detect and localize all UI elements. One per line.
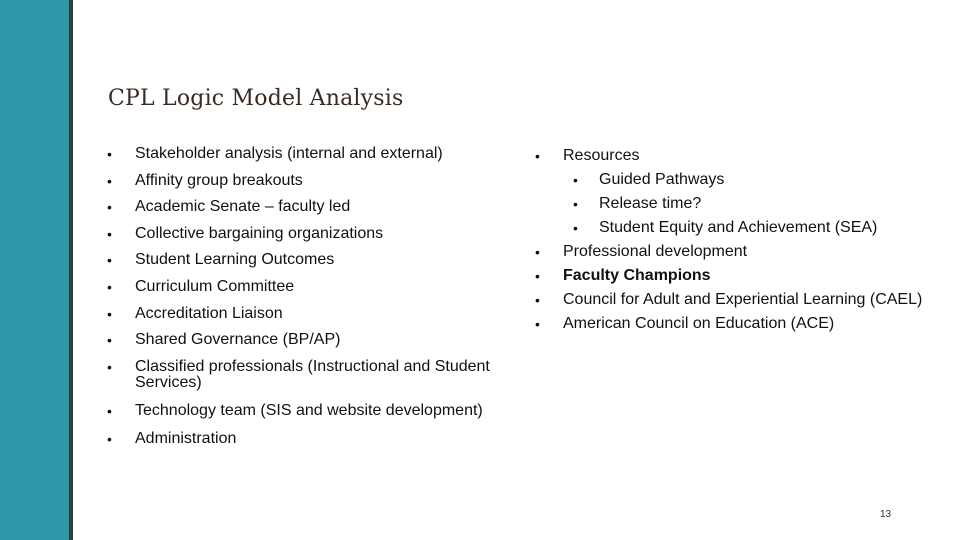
list-item-resources: • Resources: [535, 147, 640, 164]
bullet-icon: •: [107, 146, 112, 162]
sidebar-accent-bar: [0, 0, 69, 540]
list-item: • Academic Senate – faculty led: [107, 198, 351, 216]
bullet-icon: •: [535, 292, 540, 308]
sidebar-edge-line: [69, 0, 73, 540]
bullet-icon: •: [107, 172, 112, 189]
bullet-icon: •: [573, 220, 578, 236]
sub-list-item: • Release time?: [573, 195, 702, 212]
list-item: • Professional development: [535, 243, 748, 260]
list-item: • Student Learning Outcomes: [107, 251, 335, 269]
list-item: • Shared Governance (BP/AP): [107, 331, 341, 349]
bullet-icon: •: [107, 225, 112, 242]
bullet-icon: •: [107, 430, 112, 447]
bullet-icon: •: [573, 196, 578, 212]
list-item: • American Council on Education (ACE): [535, 315, 835, 332]
bullet-icon: •: [107, 358, 112, 375]
bullet-icon: •: [535, 316, 540, 332]
bullet-icon: •: [535, 268, 540, 284]
right-bullet-list: [535, 148, 935, 340]
bullet-icon: •: [107, 199, 112, 216]
bullet-icon: •: [107, 305, 112, 322]
list-item: • Classified professionals (Instructional and Student Services): [107, 357, 490, 391]
list-item: • Technology team (SIS and website development): [107, 401, 483, 419]
bullet-icon: •: [107, 402, 112, 419]
list-item: • Faculty Champions: [535, 267, 711, 284]
bullet-icon: •: [573, 172, 578, 188]
page-number: 13: [880, 509, 892, 520]
list-item: • Accreditation Liaison: [107, 304, 283, 322]
list-item: • Affinity group breakouts: [107, 171, 303, 189]
list-item: • Curriculum Committee: [107, 277, 295, 295]
list-item: • Stakeholder analysis (internal and external): [107, 145, 443, 162]
bullet-icon: •: [107, 278, 112, 295]
sub-list-item: • Guided Pathways: [573, 171, 725, 188]
bullet-icon: •: [535, 148, 540, 164]
bullet-icon: •: [107, 332, 112, 349]
list-item: • Council for Adult and Experiential Learning (CAEL): [535, 291, 923, 308]
list-item: • Collective bargaining organizations: [107, 224, 384, 242]
sub-list-item: • Student Equity and Achievement (SEA): [573, 219, 878, 236]
left-bullet-list: [107, 146, 502, 457]
slide-title: CPL Logic Model Analysis: [108, 86, 404, 111]
bullet-icon: •: [107, 252, 112, 269]
bullet-icon: •: [535, 244, 540, 260]
list-item: • Administration: [107, 429, 237, 447]
